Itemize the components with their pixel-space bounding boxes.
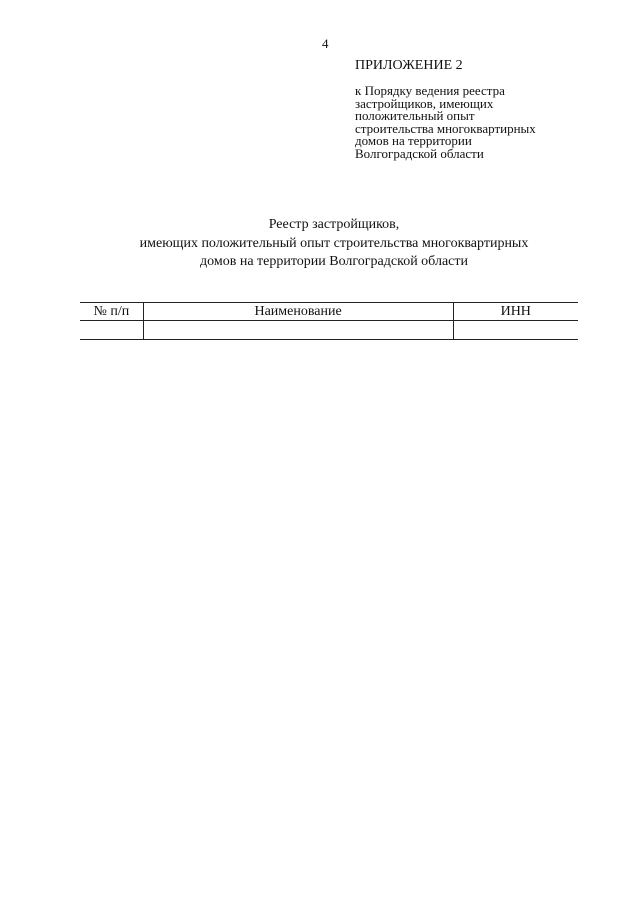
registry-heading-line: Реестр застройщиков, [268, 217, 400, 232]
table-cell-number [80, 321, 143, 340]
appendix-title: ПРИЛОЖЕНИЕ 2 [355, 58, 463, 73]
table-row [80, 321, 578, 340]
column-header-name: Наименование [143, 303, 453, 321]
table-header-row [80, 303, 578, 321]
column-header-inn: ИНН [453, 303, 578, 321]
appendix-subtitle-line: положительный опыт [355, 108, 475, 123]
appendix-subtitle-line: Волгоградской области [355, 145, 484, 161]
registry-heading-line: домов на территории Волгоградской области [200, 254, 468, 269]
registry-table [80, 302, 578, 340]
table-cell-name [143, 321, 453, 340]
registry-heading [0, 216, 640, 272]
appendix-subtitle-line: строительства многоквартирных [355, 120, 536, 136]
appendix-subtitle-line: застройщиков, имеющих [355, 95, 494, 111]
appendix-subtitle-line: домов на территории [355, 133, 472, 148]
column-header-number: № п/п [80, 303, 143, 321]
table-cell-inn [453, 321, 578, 340]
appendix-block [355, 57, 595, 160]
registry-heading-line: имеющих положительный опыт строительства многоквартирных [139, 235, 529, 251]
appendix-subtitle-line: к Порядку ведения реестра [355, 83, 505, 98]
appendix-subtitle [355, 85, 595, 160]
page-number: 4 [322, 36, 329, 51]
